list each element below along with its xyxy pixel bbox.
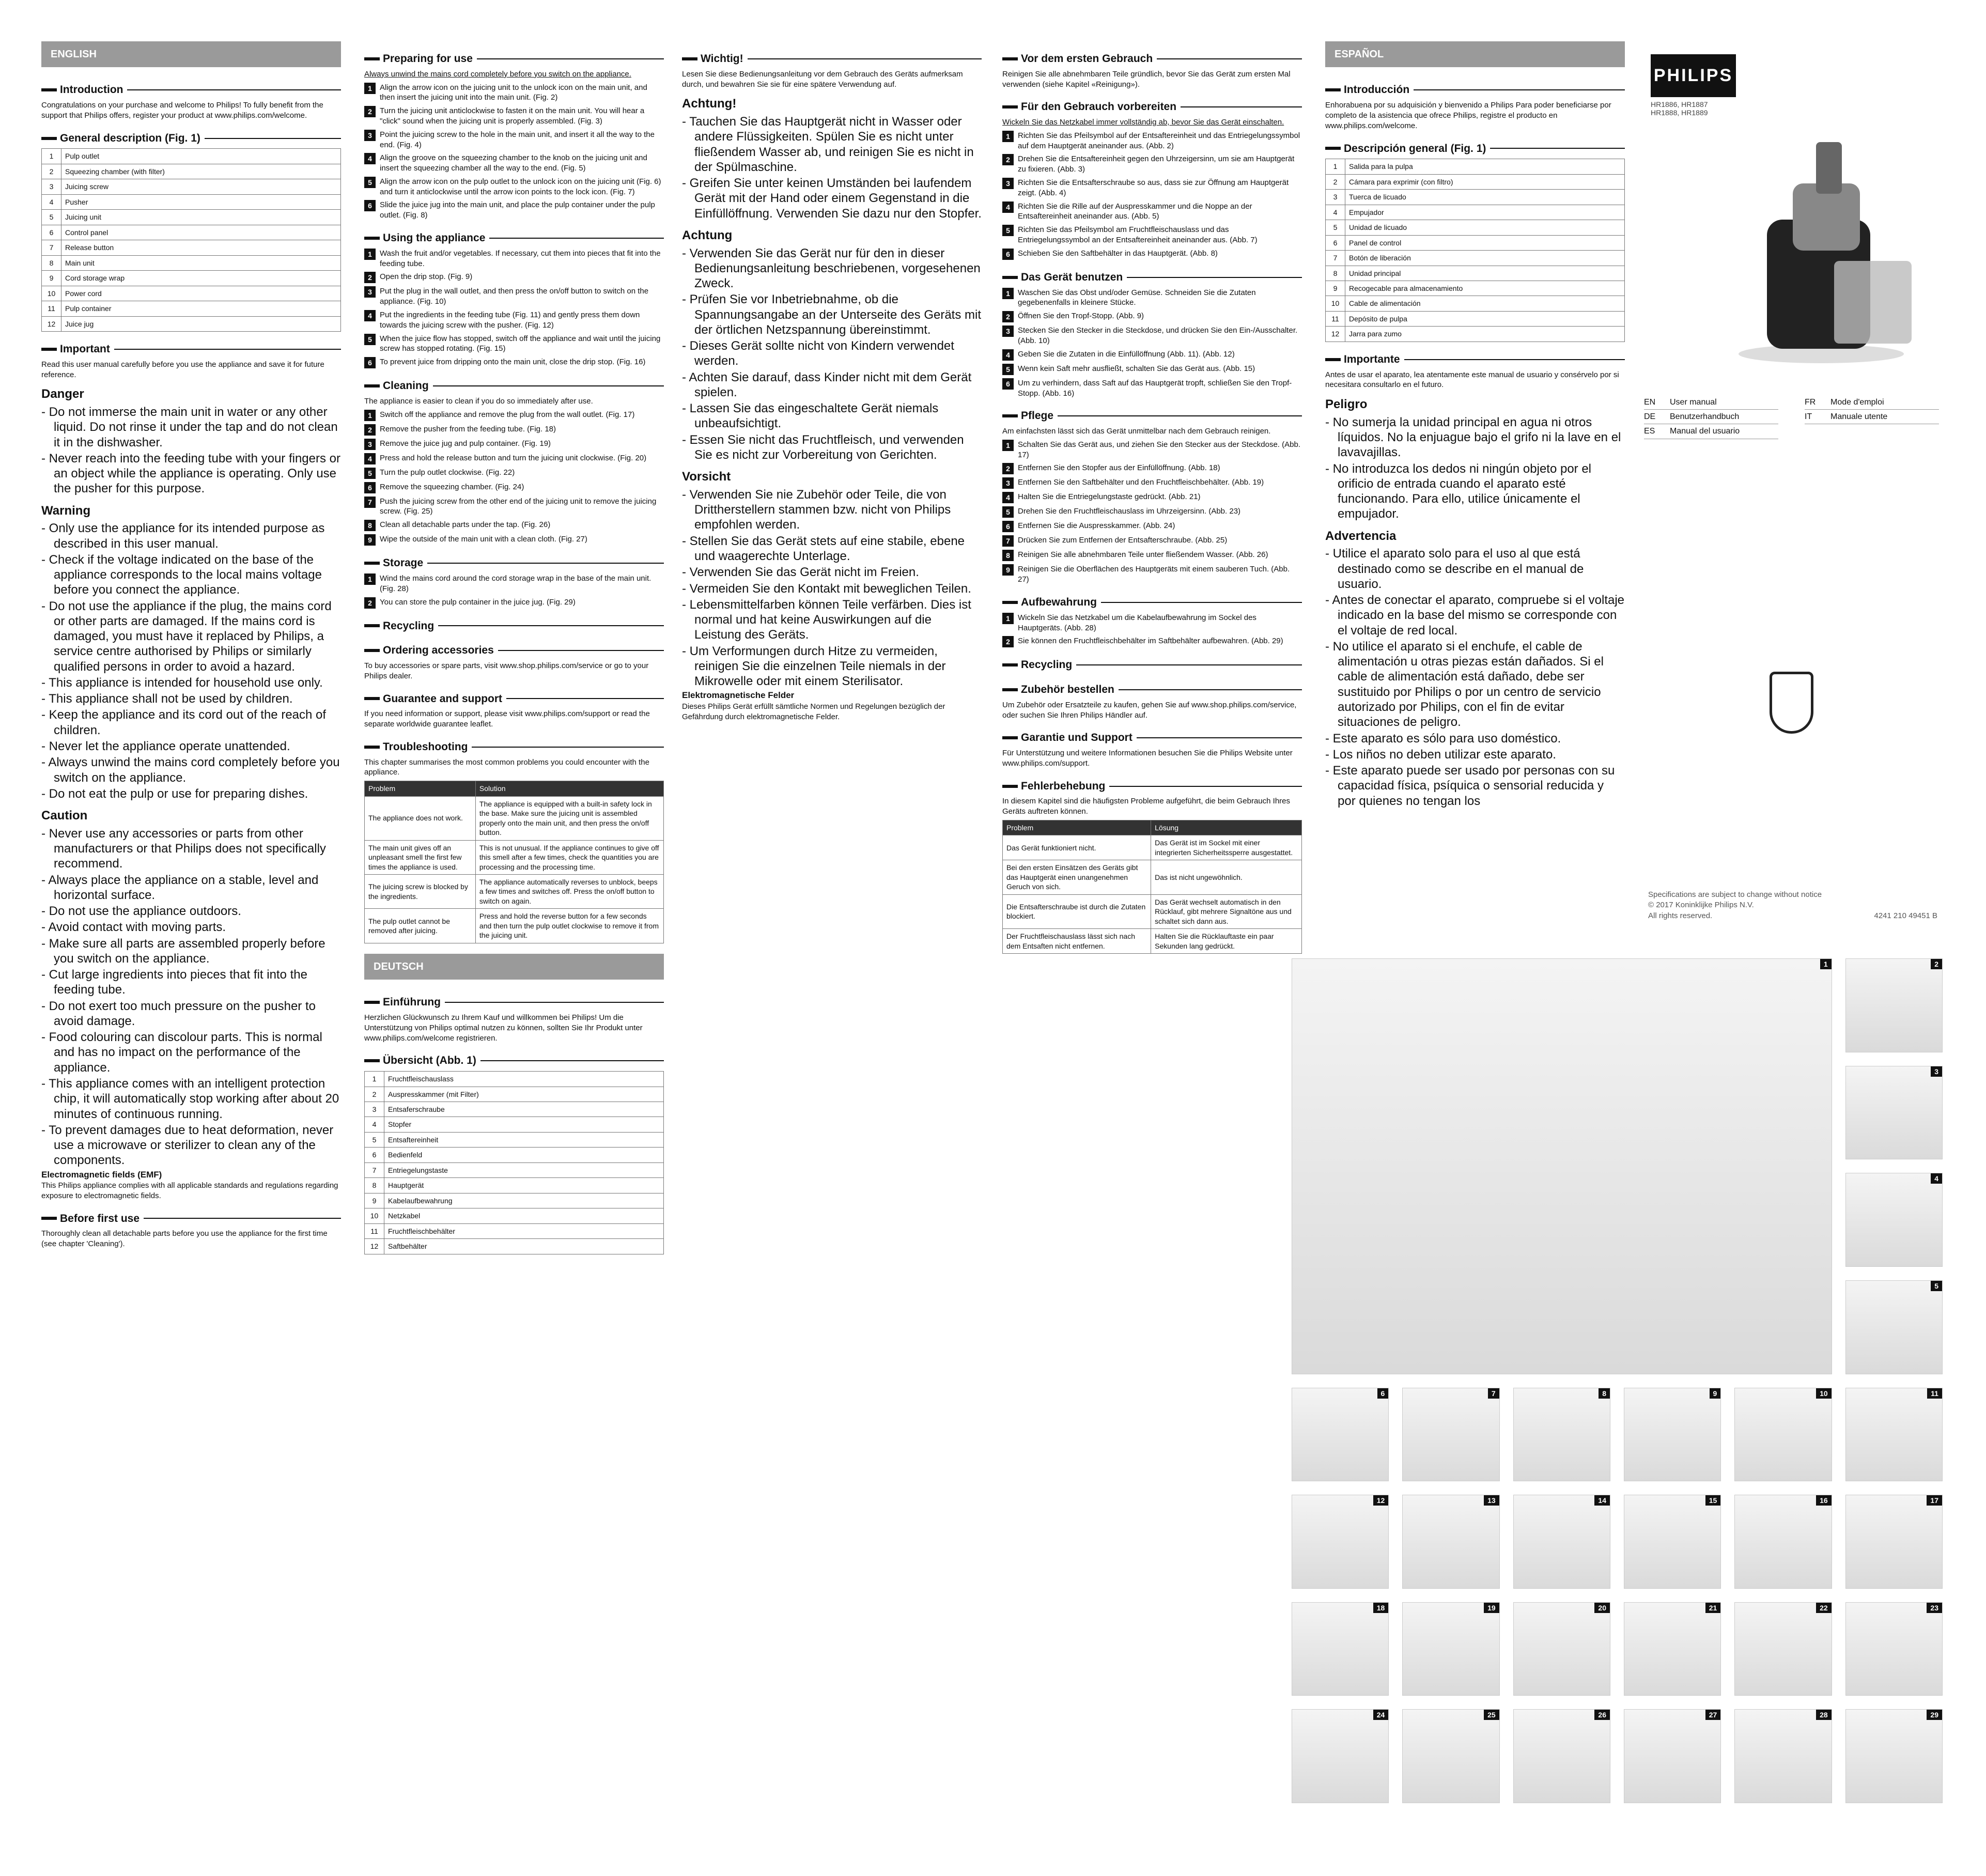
- language-row: FR Mode d'emploi: [1805, 395, 1939, 410]
- step: 3 Put the plug in the wall outlet, and then press the on/off button to switch on the appliance. (Fig. 10): [364, 286, 664, 307]
- list-item: - This appliance shall not be used by children.: [54, 691, 341, 706]
- english-column-2: [364, 41, 664, 1260]
- step: 5 Drehen Sie den Fruchtfleischauslass im Uhrzeigersinn. (Abb. 23): [1002, 506, 1302, 518]
- figure-panel: 16: [1734, 1495, 1832, 1589]
- footer: Specifications are subject to change without notice © 2017 Koninklijke Philips N.V. All rights reserved. 4241 210 49451 B: [1648, 890, 1937, 920]
- language-row: ES Manual del usuario: [1644, 424, 1778, 439]
- achtung2-list: [682, 246, 982, 463]
- list-item: - Este aparato es sólo para uso doméstico.: [1338, 731, 1625, 746]
- step: 1 Switch off the appliance and remove the plug from the wall outlet. (Fig. 17): [364, 410, 664, 421]
- list-item: - Only use the appliance for its intended purpose as described in this user manual.: [54, 521, 341, 551]
- list-item: - Lebensmittelfarben können Teile verfärben. Dies ist normal und hat keine Auswirkungen auf die Leistung des Geräts.: [694, 597, 982, 643]
- figure-panel: 22: [1734, 1602, 1832, 1696]
- table-row: 2 Auspresskammer (mit Filter): [365, 1087, 664, 1102]
- step: 5 When the juice flow has stopped, switch off the appliance and wait until the juicing screw has stopped rotating. (Fig. 15): [364, 334, 664, 354]
- figure-panel: 9: [1624, 1388, 1721, 1482]
- emf-heading: Elektromagnetische Felder: [682, 690, 795, 701]
- section-heading: Aufbewahrung: [1002, 592, 1302, 610]
- step: 9 Wipe the outside of the main unit with a clean cloth. (Fig. 27): [364, 534, 664, 546]
- subheading: Warning: [41, 503, 91, 518]
- achtung-list: [682, 114, 982, 221]
- section-heading: Guarantee and support: [364, 689, 664, 706]
- language-list: [1644, 395, 1778, 439]
- model-numbers: HR1886, HR1887 HR1888, HR1889: [1651, 100, 1708, 117]
- table-row: 6 Control panel: [42, 225, 341, 240]
- vorsicht-list: [682, 487, 982, 689]
- steps: [364, 410, 664, 546]
- list-item: - This appliance comes with an intelligent protection chip, it will automatically stop working after about 20 minutes of continuous running.: [54, 1076, 341, 1122]
- parts-table: [1325, 159, 1625, 342]
- list-item: - Achten Sie darauf, dass Kinder nicht mit dem Gerät spielen.: [694, 370, 982, 400]
- figure-panel: 24: [1292, 1709, 1389, 1803]
- paragraph: Herzlichen Glückwunsch zu Ihrem Kauf und willkommen bei Philips! Um die Unterstützung von Philips optimal nutzen zu können, sollten Sie Ihr Produkt unter www.philips.com/welcome registrieren.: [364, 1013, 643, 1043]
- table-row: 6 Bedienfeld: [365, 1148, 664, 1162]
- figure-panel: 14: [1513, 1495, 1610, 1589]
- step: 2 Sie können den Fruchtfleischbehälter im Saftbehälter aufbewahren. (Abb. 29): [1002, 636, 1302, 647]
- figure-panel: 2: [1845, 958, 1943, 1052]
- paragraph: This Philips appliance complies with all applicable standards and regulations regarding exposure to electromagnetic fields.: [41, 1181, 338, 1200]
- philips-logo: PHILIPS: [1651, 54, 1736, 97]
- section-heading: Für den Gebrauch vorbereiten: [1002, 97, 1302, 114]
- list-item: - Los niños no deben utilizar este aparato.: [1338, 747, 1625, 762]
- paragraph: Am einfachsten lässt sich das Gerät unmittelbar nach dem Gebrauch reinigen.: [1002, 427, 1271, 436]
- section-heading: Übersicht (Abb. 1): [364, 1050, 664, 1068]
- step: 6 Remove the squeezing chamber. (Fig. 24): [364, 482, 664, 493]
- step: 4 Align the groove on the squeezing chamber to the knob on the juicing unit and insert the squeezing chamber all the way to the end. (Fig. 5): [364, 153, 664, 174]
- section-heading: Recycling: [1002, 655, 1302, 672]
- table-row: Die Entsafterschraube ist durch die Zutaten blockiert. Das Gerät wechselt automatisch in den Rücklauf, gibt mehrere Signaltöne aus und schaltet sich dann aus.: [1003, 894, 1302, 928]
- step: 8 Clean all detachable parts under the tap. (Fig. 26): [364, 520, 664, 531]
- list-item: - Keep the appliance and its cord out of the reach of children.: [54, 707, 341, 738]
- advertencia-list: [1325, 546, 1625, 809]
- table-row: 12 Jarra para zumo: [1326, 327, 1625, 342]
- section-heading: Fehlerbehebung: [1002, 776, 1302, 794]
- subheading: Peligro: [1325, 397, 1368, 412]
- table-row: 6 Panel de control: [1326, 235, 1625, 250]
- table-row: 5 Entsaftereinheit: [365, 1132, 664, 1147]
- list-item: - Lassen Sie das eingeschaltete Gerät niemals unbeaufsichtigt.: [694, 401, 982, 431]
- list-item: - Este aparato puede ser usado por personas con su capacidad física, psíquica o sensorial reducida y por quienes no tengan los: [1338, 763, 1625, 809]
- steps: [364, 83, 664, 221]
- step: 4 Halten Sie die Entriegelungstaste gedrückt. (Abb. 21): [1002, 492, 1302, 503]
- paragraph: Congratulations on your purchase and welcome to Philips! To fully benefit from the support that Philips offers, register your product at www.philips.com/welcome.: [41, 101, 323, 120]
- parts-table: [364, 1071, 664, 1254]
- paragraph: Read this user manual carefully before you use the appliance and save it for future reference.: [41, 360, 324, 379]
- figure-panel: 13: [1402, 1495, 1499, 1589]
- table-row: 7 Entriegelungstaste: [365, 1162, 664, 1177]
- list-item: - Essen Sie nicht das Fruchtfleisch, und verwenden Sie es nicht zur Vorbereitung von Gerichten.: [694, 432, 982, 463]
- table-row: 7 Release button: [42, 240, 341, 255]
- list-item: - Verwenden Sie nie Zubehör oder Teile, die von Drittherstellern stammen bzw. nicht von Philips empfohlen werden.: [694, 487, 982, 533]
- list-item: - This appliance is intended for household use only.: [54, 675, 341, 690]
- peligro-list: [1325, 415, 1625, 522]
- step: 7 Drücken Sie zum Entfernen der Entsafterschraube. (Abb. 25): [1002, 535, 1302, 547]
- table-row: 8 Hauptgerät: [365, 1178, 664, 1193]
- spanish-column: [1325, 41, 1625, 810]
- section-heading: Das Gerät benutzen: [1002, 267, 1302, 285]
- table-row: The pulp outlet cannot be removed after juicing. Press and hold the reverse button for a few seconds and then turn the pulp outlet clockwise to remove it from the juicing unit.: [365, 909, 664, 943]
- section-heading: Storage: [364, 553, 664, 570]
- paragraph: To buy accessories or spare parts, visit www.shop.philips.com/service or go to your Philips dealer.: [364, 661, 649, 680]
- step: 6 Entfernen Sie die Auspresskammer. (Abb. 24): [1002, 521, 1302, 532]
- step: 5 Align the arrow icon on the pulp outlet to the unlock icon on the juicing unit (Fig. 6) and turn it anticlockwise until the arrow icon points to the lock icon. (Fig. 7): [364, 177, 664, 197]
- table-row: 11 Depósito de pulpa: [1326, 311, 1625, 326]
- paragraph: Lesen Sie diese Bedienungsanleitung vor dem Gebrauch des Geräts aufmerksam durch, und bewahren Sie sie für eine spätere Verwendung auf.: [682, 69, 963, 89]
- table-row: 4 Pusher: [42, 194, 341, 209]
- subheading: Caution: [41, 809, 88, 823]
- list-item: - Vermeiden Sie den Kontakt mit beweglichen Teilen.: [694, 581, 982, 596]
- step: 9 Reinigen Sie die Oberflächen des Hauptgeräts mit einem sauberen Tuch. (Abb. 27): [1002, 564, 1302, 585]
- step: 5 Turn the pulp outlet clockwise. (Fig. 22): [364, 468, 664, 479]
- step: 6 Schieben Sie den Saftbehälter in das Hauptgerät. (Abb. 8): [1002, 249, 1302, 260]
- figure-panel: 8: [1513, 1388, 1610, 1482]
- table-row: 1 Fruchtfleischauslass: [365, 1072, 664, 1087]
- step: 3 Richten Sie die Entsafterschraube so aus, dass sie zur Öffnung am Hauptgerät zeigt. (Abb. 4): [1002, 178, 1302, 198]
- steps: [1002, 440, 1302, 585]
- step: 2 Turn the juicing unit anticlockwise to fasten it on the main unit. You will hear a "click" sound when the juicing unit is properly assembled. (Fig. 3): [364, 106, 664, 127]
- step: 1 Waschen Sie das Obst und/oder Gemüse. Schneiden Sie die Zutaten gegebenenfalls in kleinere Stücke.: [1002, 288, 1302, 308]
- figure-panel: 29: [1845, 1709, 1943, 1803]
- german-column: [682, 41, 982, 725]
- list-item: - No sumerja la unidad principal en agua ni otros líquidos. No la enjuague bajo el grifo ni la lave en el lavavajillas.: [1338, 415, 1625, 460]
- step: 1 Wind the mains cord around the cord storage wrap in the base of the main unit. (Fig. 28): [364, 573, 664, 594]
- figure-panel: 12: [1292, 1495, 1389, 1589]
- list-item: - No utilice el aparato si el enchufe, el cable de alimentación u otras piezas están dañados. Si el cable de alimentación está dañado, debe ser sustituido por Philips o por un centro de servicio autorizado por Philips, con el fin de evitar situaciones de peligro.: [1338, 639, 1625, 730]
- steps: [364, 573, 664, 609]
- troubleshooting-table: Problem Solution The appliance does not work. The appliance is equipped with a built-in safety lock in the base. Make sure the juicing unit is assembled properly onto the main unit, and then press the on/off button. The main unit gives off an unpleasant smell the first few times the appliance is used. This is not unusual. If the appliance continues to give off this smell after a few times, check the quantities you are processing and the processing time. The juicing screw is blocked by the ingredients. The appliance automatically reverses to unblock, beeps a few times and switches off. Press the on/off button to switch on again. The pulp outlet cannot be removed after juicing. Press and hold the reverse button for a few seconds and then turn the pulp outlet clockwise to remove it from the juicing unit.: [364, 781, 664, 943]
- table-row: The main unit gives off an unpleasant smell the first few times the appliance is used. This is not unusual. If the appliance continues to give off this smell after a few times, check the quantities you are processing and the processing time.: [365, 840, 664, 874]
- paragraph: If you need information or support, please visit www.philips.com/support or read the separate worldwide guarantee leaflet.: [364, 709, 650, 729]
- table-row: 8 Unidad principal: [1326, 266, 1625, 281]
- step: 3 Entfernen Sie den Saftbehälter und den Fruchtfleischbehälter. (Abb. 19): [1002, 477, 1302, 489]
- figure-panel: 20: [1513, 1602, 1610, 1696]
- language-row: EN User manual: [1644, 395, 1778, 410]
- emf-heading: Electromagnetic fields (EMF): [41, 1169, 162, 1180]
- paragraph: Reinigen Sie alle abnehmbaren Teile gründlich, bevor Sie das Gerät zum ersten Mal verwenden (siehe Kapitel «Reinigung»).: [1002, 69, 1291, 89]
- step: 2 Entfernen Sie den Stopfer aus der Einfüllöffnung. (Abb. 18): [1002, 463, 1302, 474]
- subheading: Vorsicht: [682, 470, 731, 484]
- figure-panel: 1: [1292, 958, 1832, 1374]
- figure-grid: [1292, 958, 1943, 1803]
- table-row: 11 Fruchtfleischbehälter: [365, 1223, 664, 1238]
- table-row: 3 Entsaferschraube: [365, 1102, 664, 1117]
- paragraph: Für Unterstützung und weitere Informationen besuchen Sie die Philips Website unter www.philips.com/support.: [1002, 749, 1293, 768]
- step: 4 Put the ingredients in the feeding tube (Fig. 11) and gently press them down towards the juicing screw with the pusher. (Fig. 12): [364, 310, 664, 331]
- table-row: 1 Pulp outlet: [42, 149, 341, 164]
- list-item: - Never reach into the feeding tube with your fingers or an object while the appliance is operating. Only use the pusher for this purpose.: [54, 451, 341, 497]
- section-heading: Pflege: [1002, 406, 1302, 423]
- section-heading: Ordering accessories: [364, 640, 664, 658]
- step: 2 Remove the pusher from the feeding tube. (Fig. 18): [364, 424, 664, 436]
- step: 6 Slide the juice jug into the main unit, and place the pulp container under the pulp outlet. (Fig. 8): [364, 200, 664, 221]
- table-row: 9 Kabelaufbewahrung: [365, 1193, 664, 1208]
- steps: [1002, 288, 1302, 399]
- figure-panel: 26: [1513, 1709, 1610, 1803]
- step: 6 To prevent juice from dripping onto the main unit, close the drip stop. (Fig. 16): [364, 357, 664, 368]
- figure-panel: 4: [1845, 1173, 1943, 1267]
- section-heading: Garantie und Support: [1002, 727, 1302, 745]
- table-row: 3 Juicing screw: [42, 179, 341, 194]
- step: 6 Um zu verhindern, dass Saft auf das Hauptgerät tropft, schließen Sie den Tropf-Stopp. (Abb. 16): [1002, 378, 1302, 399]
- table-row: 4 Stopfer: [365, 1117, 664, 1132]
- table-row: 10 Power cord: [42, 286, 341, 301]
- section-heading: Importante: [1325, 349, 1625, 367]
- table-row: Bei den ersten Einsätzen des Geräts gibt das Hauptgerät einen unangenehmen Geruch von sich. Das ist nicht ungewöhnlich.: [1003, 860, 1302, 894]
- figure-panel: 17: [1845, 1495, 1943, 1589]
- step: 2 Drehen Sie die Entsaftereinheit gegen den Uhrzeigersinn, um sie am Hauptgerät zu fixieren. (Abb. 3): [1002, 154, 1302, 175]
- list-item: - Food colouring can discolour parts. This is normal and has no impact on the performance of the appliance.: [54, 1030, 341, 1075]
- section-heading: Zubehör bestellen: [1002, 679, 1302, 697]
- list-item: - Do not exert too much pressure on the pusher to avoid damage.: [54, 999, 341, 1029]
- list-item: - Always unwind the mains cord completely before you switch on the appliance.: [54, 755, 341, 785]
- paragraph: Antes de usar el aparato, lea atentamente este manual de usuario y consérvelo por si necesitara consultarlo en el futuro.: [1325, 370, 1619, 390]
- figure-panel: 3: [1845, 1066, 1943, 1160]
- figure-panel: 25: [1402, 1709, 1499, 1803]
- step: 2 Open the drip stop. (Fig. 9): [364, 272, 664, 283]
- section-heading: Einführung: [364, 992, 664, 1010]
- list-item: - Never use any accessories or parts from other manufacturers or that Philips does not specifically recommend.: [54, 826, 341, 872]
- list-item: - Check if the voltage indicated on the base of the appliance corresponds to the local mains voltage before you connect the appliance.: [54, 552, 341, 598]
- list-item: - Avoid contact with moving parts.: [54, 920, 341, 935]
- paragraph: Dieses Philips Gerät erfüllt sämtliche Normen und Regelungen bezüglich der Gefährdung durch elektromagnetische Felder.: [682, 702, 945, 721]
- step: 3 Remove the juice jug and pulp container. (Fig. 19): [364, 439, 664, 450]
- step: 2 You can store the pulp container in the juice jug. (Fig. 29): [364, 597, 664, 609]
- warning-list: [41, 521, 341, 801]
- table-row: 9 Cord storage wrap: [42, 271, 341, 286]
- language-band: DEUTSCH: [364, 954, 664, 980]
- step: 2 Öffnen Sie den Tropf-Stopp. (Abb. 9): [1002, 311, 1302, 322]
- figure-panel: 11: [1845, 1388, 1943, 1482]
- list-item: - Do not use the appliance outdoors.: [54, 904, 341, 919]
- section-heading: Introducción: [1325, 80, 1625, 97]
- section-heading: Descripción general (Fig. 1): [1325, 138, 1625, 156]
- step: 4 Richten Sie die Rille auf der Auspresskammer und die Noppe an der Entsaftereinheit aneinander aus. (Abb. 5): [1002, 201, 1302, 222]
- table-row: 4 Empujador: [1326, 205, 1625, 220]
- section-heading: Important: [41, 339, 341, 356]
- figure-panel: 19: [1402, 1602, 1499, 1696]
- list-item: - Verwenden Sie das Gerät nicht im Freien.: [694, 565, 982, 580]
- table-row: Der Fruchtfleischauslass lässt sich nach dem Entsaften nicht entfernen. Halten Sie die Rücklauftaste ein paar Sekunden lang gedrückt.: [1003, 929, 1302, 954]
- paragraph: This chapter summarises the most common problems you could encounter with the appliance.: [364, 757, 649, 777]
- step: 7 Push the juicing screw from the other end of the juicing unit to remove the juicing screw. (Fig. 25): [364, 497, 664, 517]
- list-item: - Do not eat the pulp or use for preparing dishes.: [54, 786, 341, 801]
- table-row: 5 Unidad de licuado: [1326, 220, 1625, 235]
- step: 5 Richten Sie das Pfeilsymbol am Fruchtfleischauslass und das Entriegelungssymbol an der Entsaftereinheit aneinander aus. (Abb. 7): [1002, 225, 1302, 245]
- step: 3 Point the juicing screw to the hole in the main unit, and insert it all the way to the end. (Fig. 4): [364, 130, 664, 150]
- section-heading: Before first use: [41, 1208, 341, 1226]
- troubleshooting-table: Problem Lösung Das Gerät funktioniert nicht. Das Gerät ist im Sockel mit einer integrierten Sicherheitssperre ausgestattet. Bei den ersten Einsätzen des Geräts gibt das Hauptgerät einen unangenehmen Geruch von sich. Das ist nicht ungewöhnlich. Die Entsafterschraube ist durch die Zutaten blockiert. Das Gerät wechselt automatisch in den Rücklauf, gibt mehrere Signaltöne aus und schaltet sich dann aus. Der Fruchtfleischauslass lässt sich nach dem Entsaften nicht entfernen. Halten Sie die Rücklauftaste ein paar Sekunden lang gedrückt.: [1002, 820, 1302, 954]
- language-list: [1805, 395, 1939, 424]
- list-item: - Make sure all parts are assembled properly before you switch on the appliance.: [54, 936, 341, 967]
- subheading: Advertencia: [1325, 529, 1397, 543]
- step: 4 Press and hold the release button and turn the juicing unit clockwise. (Fig. 20): [364, 453, 664, 464]
- section-heading: Cleaning: [364, 376, 664, 393]
- figure-panel: 28: [1734, 1709, 1832, 1803]
- language-row: IT Manuale utente: [1805, 410, 1939, 424]
- language-row: DE Benutzerhandbuch: [1644, 410, 1778, 424]
- list-item: - Greifen Sie unter keinen Umständen bei laufendem Gerät mit der Hand oder einem Gegenstand in die Einfüllöffnung. Verwenden Sie dazu nur den Stopfer.: [694, 176, 982, 221]
- step: 1 Wickeln Sie das Netzkabel um die Kabelaufbewahrung im Sockel des Hauptgeräts. (Abb. 28): [1002, 613, 1302, 633]
- juicer-product-image: [1705, 137, 1937, 369]
- list-item: - Prüfen Sie vor Inbetriebnahme, ob die Spannungsangabe an der Unterseite des Geräts mit der örtlichen Netzspannung übereinstimmt.: [694, 292, 982, 337]
- step: 5 Wenn kein Saft mehr ausfließt, schalten Sie das Gerät aus. (Abb. 15): [1002, 364, 1302, 375]
- table-row: Das Gerät funktioniert nicht. Das Gerät ist im Sockel mit einer integrierten Sicherheitssperre ausgestattet.: [1003, 835, 1302, 860]
- paragraph: Enhorabuena por su adquisición y bienvenido a Philips Para poder beneficiarse por completo de la asistencia que ofrece Philips, registre el producto en www.philips.com/welcome.: [1325, 101, 1611, 130]
- table-row: 10 Cable de alimentación: [1326, 296, 1625, 311]
- list-item: - Verwenden Sie das Gerät nur für den in dieser Bedienungsanleitung beschriebenen, vorgesehenen Zweck.: [694, 246, 982, 291]
- table-row: The appliance does not work. The appliance is equipped with a built-in safety lock in the base. Make sure the juicing unit is assembled properly onto the main unit, and then press the on/off button.: [365, 796, 664, 840]
- section-heading: Vor dem ersten Gebrauch: [1002, 49, 1302, 66]
- section-heading: General description (Fig. 1): [41, 128, 341, 146]
- section-heading: Wichtig!: [682, 49, 982, 66]
- figure-panel: 21: [1624, 1602, 1721, 1696]
- section-heading: Introduction: [41, 80, 341, 97]
- step: 4 Geben Sie die Zutaten in die Einfüllöffnung (Abb. 11). (Abb. 12): [1002, 349, 1302, 361]
- table-row: 11 Pulp container: [42, 301, 341, 316]
- subheading: Achtung!: [682, 97, 737, 111]
- list-item: - Um Verformungen durch Hitze zu vermeiden, reinigen Sie die einzelnen Teile niemals in der Mikrowelle oder mit einem Sterilisator.: [694, 644, 982, 689]
- steps: [1002, 131, 1302, 260]
- table-row: 1 Salida para la pulpa: [1326, 159, 1625, 174]
- english-column: [41, 41, 341, 1252]
- table-row: 8 Main unit: [42, 255, 341, 270]
- table-row: 7 Botón de liberación: [1326, 251, 1625, 266]
- parts-table: [41, 148, 341, 332]
- table-row: 2 Cámara para exprimir (con filtro): [1326, 174, 1625, 189]
- figure-panel: 7: [1402, 1388, 1499, 1482]
- figure-panel: 23: [1845, 1602, 1943, 1696]
- list-item: - Cut large ingredients into pieces that fit into the feeding tube.: [54, 967, 341, 998]
- list-item: - Utilice el aparato solo para el uso al que está destinado como se describe en el manual de usuario.: [1338, 546, 1625, 592]
- paragraph: In diesem Kapitel sind die häufigsten Probleme aufgeführt, die beim Gebrauch Ihres Geräts auftreten können.: [1002, 797, 1290, 816]
- table-row: 9 Recogecable para almacenamiento: [1326, 281, 1625, 296]
- danger-list: [41, 405, 341, 497]
- step: 1 Align the arrow icon on the juicing unit to the unlock icon on the main unit, and then insert the juicing unit into the main unit. (Fig. 2): [364, 83, 664, 103]
- paragraph: Always unwind the mains cord completely before you switch on the appliance.: [364, 69, 631, 79]
- table-row: 2 Squeezing chamber (with filter): [42, 164, 341, 179]
- step: 8 Reinigen Sie alle abnehmbaren Teile unter fließendem Wasser. (Abb. 26): [1002, 550, 1302, 561]
- list-item: - Dieses Gerät sollte nicht von Kindern verwendet werden.: [694, 338, 982, 369]
- table-row: 12 Saftbehälter: [365, 1239, 664, 1254]
- table-row: The juicing screw is blocked by the ingredients. The appliance automatically reverses to unblock, beeps a few times and switches off. Press the on/off button to switch on again.: [365, 875, 664, 909]
- section-heading: Preparing for use: [364, 49, 664, 66]
- table-row: 12 Juice jug: [42, 316, 341, 331]
- list-item: - No introduzca los dedos ni ningún objeto por el orificio de entrada cuando el aparato esté funcionando. Para ello, utilice únicamente el empujador.: [1338, 461, 1625, 522]
- subheading: Achtung: [682, 228, 733, 242]
- subheading: Danger: [41, 387, 84, 401]
- step: 3 Stecken Sie den Stecker in die Steckdose, und drücken Sie den Ein-/Ausschalter. (Abb. 10): [1002, 325, 1302, 346]
- figure-panel: 5: [1845, 1280, 1943, 1374]
- table-row: 5 Juicing unit: [42, 210, 341, 225]
- step: 1 Schalten Sie das Gerät aus, und ziehen Sie den Stecker aus der Steckdose. (Abb. 17): [1002, 440, 1302, 460]
- step: 1 Richten Sie das Pfeilsymbol auf der Entsaftereinheit und das Entriegelungssymbol auf dem Hauptgerät aneinander aus. (Abb. 2): [1002, 131, 1302, 151]
- list-item: - Stellen Sie das Gerät stets auf eine stabile, ebene und waagerechte Unterlage.: [694, 534, 982, 564]
- table-row: 10 Netzkabel: [365, 1208, 664, 1223]
- figure-panel: 27: [1624, 1709, 1721, 1803]
- language-band: ENGLISH: [41, 41, 341, 67]
- list-item: - Never let the appliance operate unattended.: [54, 739, 341, 754]
- section-heading: Troubleshooting: [364, 737, 664, 754]
- list-item: - Antes de conectar el aparato, compruebe si el voltaje indicado en la base del mismo se corresponde con el voltaje de red local.: [1338, 593, 1625, 638]
- section-heading: Using the appliance: [364, 228, 664, 245]
- paragraph: Um Zubehör oder Ersatzteile zu kaufen, gehen Sie auf www.shop.philips.com/service, oder suchen Sie Ihren Philips Händler auf.: [1002, 700, 1297, 720]
- section-heading: Recycling: [364, 616, 664, 633]
- list-item: - To prevent damages due to heat deformation, never use a microwave or sterilizer to clean any of the components.: [54, 1123, 341, 1168]
- figure-panel: 6: [1292, 1388, 1389, 1482]
- list-item: - Always place the appliance on a stable, level and horizontal surface.: [54, 873, 341, 903]
- list-item: - Do not use the appliance if the plug, the mains cord or other parts are damaged. If the mains cord is damaged, you must have it replaced by Philips, a service centre authorised by Philips or similarly qualified persons in order to avoid a hazard.: [54, 599, 341, 674]
- figure-panel: 18: [1292, 1602, 1389, 1696]
- list-item: - Tauchen Sie das Hauptgerät nicht in Wasser oder andere Flüssigkeiten. Spülen Sie es nicht unter fließendem Wasser ab, und reinigen Sie es nicht in der Spülmaschine.: [694, 114, 982, 175]
- steps: [1002, 613, 1302, 648]
- table-row: 3 Tuerca de licuado: [1326, 190, 1625, 205]
- paragraph: Thoroughly clean all detachable parts before you use the appliance for the first time (see chapter 'Cleaning').: [41, 1229, 328, 1249]
- list-item: - Do not immerse the main unit in water or any other liquid. Do not rinse it under the tap and do not clean it in the dishwasher.: [54, 405, 341, 450]
- paragraph: The appliance is easier to clean if you do so immediately after use.: [364, 396, 593, 406]
- figure-panel: 15: [1624, 1495, 1721, 1589]
- language-band: ESPAÑOL: [1325, 41, 1625, 67]
- philips-shield-icon: [1770, 672, 1813, 734]
- caution-list: [41, 826, 341, 1168]
- step: 1 Wash the fruit and/or vegetables. If necessary, cut them into pieces that fit into the feeding tube.: [364, 249, 664, 269]
- brand-block: [1651, 54, 1806, 132]
- figure-panel: 10: [1734, 1388, 1832, 1482]
- paragraph: Wickeln Sie das Netzkabel immer vollständig ab, bevor Sie das Gerät einschalten.: [1002, 118, 1284, 127]
- steps: [364, 249, 664, 368]
- german-column-2: [1002, 41, 1302, 959]
